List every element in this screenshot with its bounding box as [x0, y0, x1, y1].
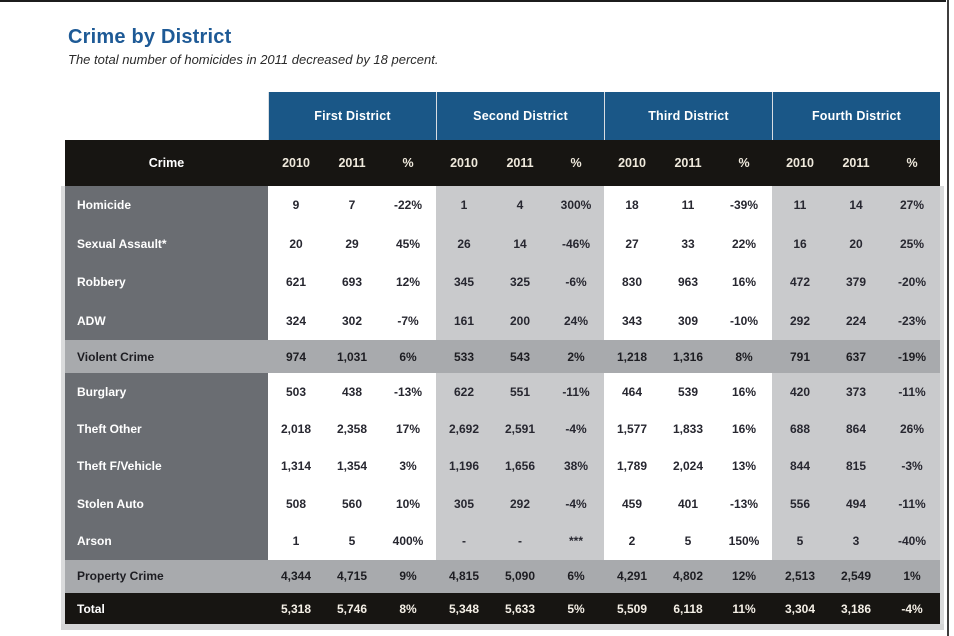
value-cell: 9 [268, 186, 324, 225]
column-header-row [65, 140, 940, 186]
row-label: Homicide [65, 186, 268, 225]
table-row [65, 523, 940, 560]
value-cell: 533 [436, 340, 492, 373]
value-cell: 791 [772, 340, 828, 373]
value-cell: 539 [660, 373, 716, 410]
table-row [65, 186, 940, 225]
value-cell: 33 [660, 225, 716, 264]
district-header-spacer [65, 92, 268, 140]
district-header-0: First District [268, 92, 436, 140]
value-cell: 1,031 [324, 340, 380, 373]
value-cell: 688 [772, 410, 828, 447]
value-cell: 1 [268, 523, 324, 560]
value-cell: 302 [324, 302, 380, 341]
value-cell: -46% [548, 225, 604, 264]
value-cell: 472 [772, 263, 828, 302]
value-cell: -39% [716, 186, 772, 225]
row-label: Sexual Assault* [65, 225, 268, 264]
value-cell: 16 [772, 225, 828, 264]
value-cell: 5,318 [268, 593, 324, 625]
table-body [65, 186, 940, 625]
row-label: Theft F/Vehicle [65, 448, 268, 485]
value-cell: 6,118 [660, 593, 716, 625]
value-cell: 6% [380, 340, 436, 373]
value-cell: 10% [380, 485, 436, 522]
value-cell: -22% [380, 186, 436, 225]
value-cell: 150% [716, 523, 772, 560]
value-cell: 3% [380, 448, 436, 485]
district-header-2: Third District [604, 92, 772, 140]
value-cell: 830 [604, 263, 660, 302]
value-cell: -11% [884, 485, 940, 522]
value-cell: 2,692 [436, 410, 492, 447]
value-cell: 5,509 [604, 593, 660, 625]
col-header-d2-1: 2011 [674, 156, 702, 170]
value-cell: 3 [828, 523, 884, 560]
value-cell: 16% [716, 410, 772, 447]
value-cell: 324 [268, 302, 324, 341]
value-cell: -20% [884, 263, 940, 302]
value-cell: 5,090 [492, 560, 548, 593]
value-cell: 1% [884, 560, 940, 593]
value-cell: 27% [884, 186, 940, 225]
value-cell: 9% [380, 560, 436, 593]
value-cell: -7% [380, 302, 436, 341]
page-right-edge-line [947, 0, 949, 636]
value-cell: -4% [548, 410, 604, 447]
table-row [65, 302, 940, 341]
value-cell: 13% [716, 448, 772, 485]
table-row [65, 485, 940, 522]
value-cell: -19% [884, 340, 940, 373]
value-cell: 503 [268, 373, 324, 410]
value-cell: 2,591 [492, 410, 548, 447]
value-cell: 2,024 [660, 448, 716, 485]
value-cell: 29 [324, 225, 380, 264]
value-cell: 18 [604, 186, 660, 225]
value-cell: 2% [548, 340, 604, 373]
value-cell: 974 [268, 340, 324, 373]
table-left-edge [61, 186, 65, 630]
value-cell: 1,833 [660, 410, 716, 447]
col-header-d0-1: 2011 [338, 156, 366, 170]
table-row [65, 560, 940, 593]
table-row [65, 593, 940, 625]
value-cell: -4% [884, 593, 940, 625]
value-cell: 5,746 [324, 593, 380, 625]
value-cell: 3,304 [772, 593, 828, 625]
row-label: Arson [65, 523, 268, 560]
table-row [65, 410, 940, 447]
value-cell: 325 [492, 263, 548, 302]
value-cell: 4,291 [604, 560, 660, 593]
value-cell: 494 [828, 485, 884, 522]
value-cell: 14 [492, 225, 548, 264]
col-header-d0-0: 2010 [282, 156, 310, 170]
value-cell: - [436, 523, 492, 560]
value-cell: 2,358 [324, 410, 380, 447]
value-cell: 25% [884, 225, 940, 264]
value-cell: 26% [884, 410, 940, 447]
value-cell: -6% [548, 263, 604, 302]
value-cell: 5 [772, 523, 828, 560]
value-cell: 373 [828, 373, 884, 410]
value-cell: 464 [604, 373, 660, 410]
district-header-row [65, 92, 940, 140]
row-label: Theft Other [65, 410, 268, 447]
value-cell: 45% [380, 225, 436, 264]
row-label: ADW [65, 302, 268, 341]
value-cell: 963 [660, 263, 716, 302]
value-cell: 4,802 [660, 560, 716, 593]
value-cell: 345 [436, 263, 492, 302]
value-cell: -4% [548, 485, 604, 522]
col-header-d1-1: 2011 [506, 156, 534, 170]
value-cell: 11 [660, 186, 716, 225]
col-header-d0-2: % [402, 156, 414, 170]
value-cell: 7 [324, 186, 380, 225]
value-cell: 309 [660, 302, 716, 341]
value-cell: -10% [716, 302, 772, 341]
value-cell: 8% [716, 340, 772, 373]
value-cell: 12% [380, 263, 436, 302]
value-cell: -23% [884, 302, 940, 341]
value-cell: 300% [548, 186, 604, 225]
value-cell: 5,633 [492, 593, 548, 625]
value-cell: 17% [380, 410, 436, 447]
value-cell: -11% [884, 373, 940, 410]
value-cell: 14 [828, 186, 884, 225]
value-cell: 20 [268, 225, 324, 264]
crime-by-district-table [65, 92, 940, 625]
value-cell: 4,715 [324, 560, 380, 593]
value-cell: 4 [492, 186, 548, 225]
value-cell: 5,348 [436, 593, 492, 625]
value-cell: 12% [716, 560, 772, 593]
value-cell: 637 [828, 340, 884, 373]
value-cell: 292 [772, 302, 828, 341]
value-cell: *** [548, 523, 604, 560]
table-bottom-edge [61, 624, 944, 630]
table-row [65, 373, 940, 410]
page-top-edge-line [0, 0, 946, 2]
value-cell: 379 [828, 263, 884, 302]
value-cell: 343 [604, 302, 660, 341]
table-right-edge [940, 186, 944, 630]
value-cell: 420 [772, 373, 828, 410]
value-cell: 1,314 [268, 448, 324, 485]
value-cell: 16% [716, 263, 772, 302]
col-header-d2-2: % [738, 156, 750, 170]
value-cell: -13% [716, 485, 772, 522]
value-cell: 11% [716, 593, 772, 625]
row-label: Robbery [65, 263, 268, 302]
value-cell: 1,354 [324, 448, 380, 485]
value-cell: 5 [324, 523, 380, 560]
col-header-d3-1: 2011 [842, 156, 870, 170]
value-cell: 224 [828, 302, 884, 341]
value-cell: 27 [604, 225, 660, 264]
table-row [65, 340, 940, 373]
value-cell: 400% [380, 523, 436, 560]
value-cell: 5 [660, 523, 716, 560]
row-label: Violent Crime [65, 340, 268, 373]
value-cell: 1,577 [604, 410, 660, 447]
value-cell: 22% [716, 225, 772, 264]
value-cell: 16% [716, 373, 772, 410]
col-header-d1-2: % [570, 156, 582, 170]
value-cell: 1 [436, 186, 492, 225]
col-header-d1-0: 2010 [450, 156, 478, 170]
row-label: Stolen Auto [65, 485, 268, 522]
value-cell: 508 [268, 485, 324, 522]
value-cell: 556 [772, 485, 828, 522]
value-cell: -13% [380, 373, 436, 410]
value-cell: -3% [884, 448, 940, 485]
value-cell: -11% [548, 373, 604, 410]
value-cell: 2,549 [828, 560, 884, 593]
col-header-d3-2: % [906, 156, 918, 170]
page-subtitle: The total number of homicides in 2011 decreased by 18 percent. [68, 52, 439, 67]
page-title: Crime by District [68, 26, 232, 48]
value-cell: 1,218 [604, 340, 660, 373]
value-cell: 305 [436, 485, 492, 522]
value-cell: 200 [492, 302, 548, 341]
value-cell: 4,815 [436, 560, 492, 593]
value-cell: 543 [492, 340, 548, 373]
value-cell: 8% [380, 593, 436, 625]
table-row [65, 448, 940, 485]
value-cell: 438 [324, 373, 380, 410]
value-cell: 11 [772, 186, 828, 225]
value-cell: 38% [548, 448, 604, 485]
value-cell: - [492, 523, 548, 560]
value-cell: 6% [548, 560, 604, 593]
value-cell: 560 [324, 485, 380, 522]
value-cell: 2,018 [268, 410, 324, 447]
value-cell: 693 [324, 263, 380, 302]
value-cell: 2 [604, 523, 660, 560]
value-cell: 292 [492, 485, 548, 522]
col-header-d2-0: 2010 [618, 156, 646, 170]
value-cell: 459 [604, 485, 660, 522]
value-cell: 401 [660, 485, 716, 522]
value-cell: 815 [828, 448, 884, 485]
value-cell: -40% [884, 523, 940, 560]
value-cell: 622 [436, 373, 492, 410]
district-header-3: Fourth District [772, 92, 940, 140]
value-cell: 20 [828, 225, 884, 264]
col-header-d3-0: 2010 [786, 156, 814, 170]
district-header-1: Second District [436, 92, 604, 140]
value-cell: 24% [548, 302, 604, 341]
row-label: Total [65, 593, 268, 625]
value-cell: 844 [772, 448, 828, 485]
value-cell: 1,656 [492, 448, 548, 485]
table-row [65, 263, 940, 302]
value-cell: 1,196 [436, 448, 492, 485]
value-cell: 621 [268, 263, 324, 302]
value-cell: 4,344 [268, 560, 324, 593]
value-cell: 1,316 [660, 340, 716, 373]
value-cell: 2,513 [772, 560, 828, 593]
table-row [65, 225, 940, 264]
row-label: Burglary [65, 373, 268, 410]
value-cell: 26 [436, 225, 492, 264]
crime-column-header: Crime [148, 156, 185, 170]
value-cell: 3,186 [828, 593, 884, 625]
value-cell: 864 [828, 410, 884, 447]
value-cell: 161 [436, 302, 492, 341]
value-cell: 5% [548, 593, 604, 625]
row-label: Property Crime [65, 560, 268, 593]
value-cell: 1,789 [604, 448, 660, 485]
value-cell: 551 [492, 373, 548, 410]
